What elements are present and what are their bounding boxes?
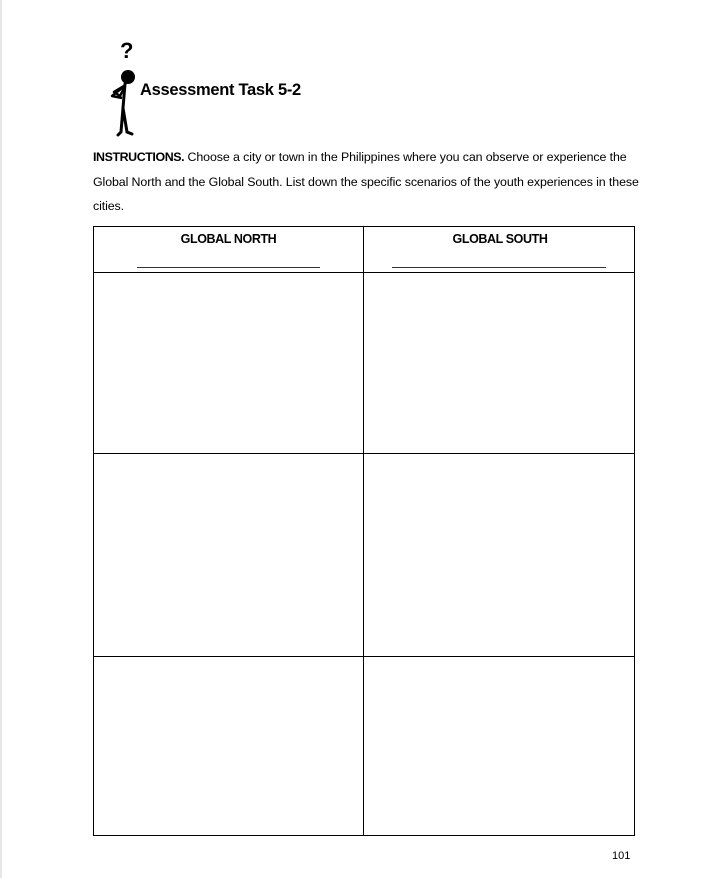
worksheet-table	[93, 226, 635, 836]
global-north-header-cell	[94, 227, 363, 272]
thinking-figure-icon	[108, 38, 144, 142]
global-south-cell-2[interactable]	[364, 454, 634, 656]
global-south-header: GLOBAL SOUTH	[452, 232, 548, 246]
global-north-cell-3[interactable]	[94, 657, 363, 835]
instructions-lead: INSTRUCTIONS.	[93, 150, 185, 164]
svg-text:?: ?	[120, 38, 134, 63]
global-north-cell-2[interactable]	[94, 454, 363, 656]
assessment-title: Assessment Task 5-2	[140, 81, 301, 99]
global-north-cell-1[interactable]	[94, 273, 363, 453]
page-number: 101	[612, 850, 631, 862]
global-south-header-cell	[364, 227, 634, 272]
instructions	[93, 145, 653, 219]
global-south-cell-1[interactable]	[364, 273, 634, 453]
global-south-blank-line[interactable]	[392, 267, 606, 268]
instructions-body: Choose a city or town in the Philippines where you can observe or experience the Global North and the Global South. List down the specific scenarios of the youth experiences in these cities.	[93, 150, 639, 213]
global-south-cell-3[interactable]	[364, 657, 634, 835]
global-north-header: GLOBAL NORTH	[180, 232, 277, 246]
page-edge	[0, 0, 2, 878]
global-north-blank-line[interactable]	[137, 267, 320, 268]
